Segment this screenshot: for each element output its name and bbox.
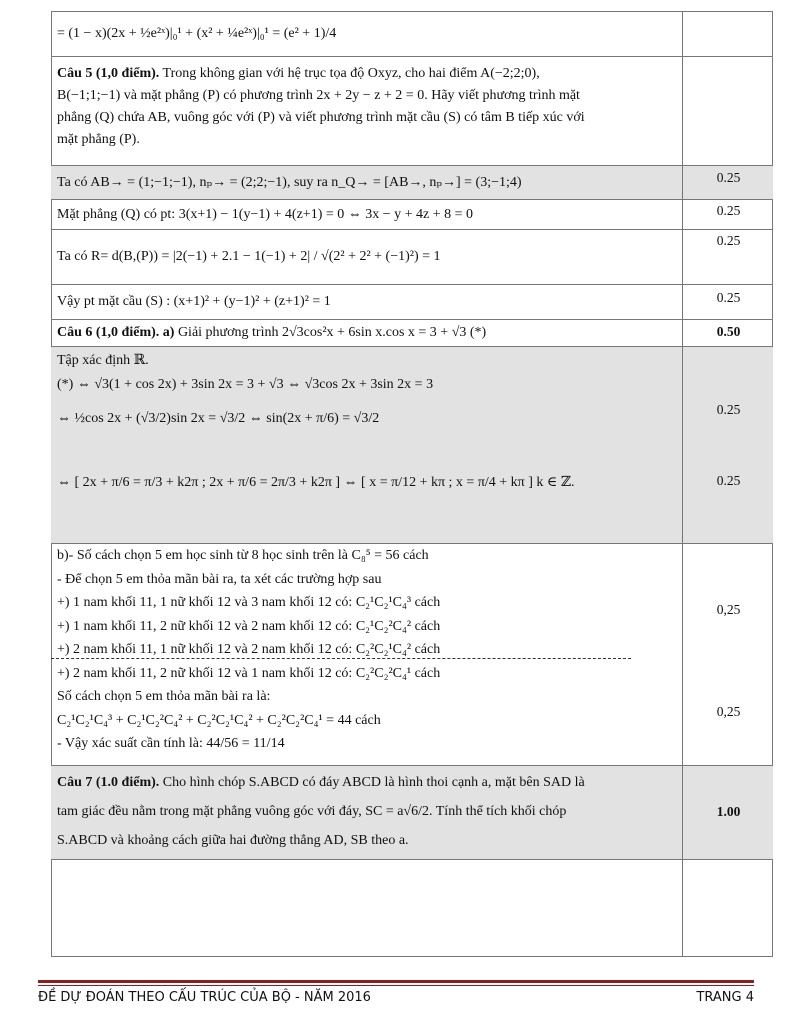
- table-row: [51, 11, 773, 57]
- table-row: [51, 285, 773, 320]
- text-line: Trong không gian với hệ trục tọa độ Oxyz, cho hai điểm A(−2;2;0),: [162, 66, 540, 81]
- text-line: +) 2 nam khối 11, 2 nữ khối 12 và 1 nam khối 12 có: C₂²C₂²C₄¹ cách: [57, 665, 441, 681]
- text-line: Cho hình chóp S.ABCD có đáy ABCD là hình thoi cạnh a, mặt bên SAD là: [162, 775, 585, 790]
- text-line: ⇔ [ 2x + π/6 = π/3 + k2π ; 2x + π/6 = 2π/3 + k2π ] ⇔ [ x = π/12 + kπ ; x = π/4 + kπ ] k ∈ ℤ.: [57, 475, 575, 490]
- table-row: [51, 166, 773, 200]
- question-heading: Câu 7 (1.0 điểm).: [57, 775, 160, 790]
- footer-rule: [38, 980, 754, 983]
- score-value: 0.25: [716, 290, 741, 305]
- question-heading: Câu 5 (1,0 điểm).: [57, 66, 160, 81]
- text-line: ⇔ ½cos 2x + (√3/2)sin 2x = √3/2 ⇔ sin(2x + π/6) = √3/2: [57, 411, 380, 426]
- table-row: [51, 200, 773, 230]
- page-number: TRANG 4: [696, 990, 754, 1005]
- text-line: - Vậy xác suất cần tính là: 44/56 = 11/14: [57, 736, 285, 751]
- score-value: 0.25: [716, 203, 741, 218]
- text-line: Giải phương trình 2√3cos²x + 6sin x.cos x = 3 + √3 (*): [177, 325, 487, 340]
- text-line: - Để chọn 5 em thỏa mãn bài ra, ta xét các trường hợp sau: [57, 571, 382, 587]
- text-line: B(−1;1;−1) và mặt phẳng (P) có phương trình 2x + 2y − z + 2 = 0. Hãy viết phương trình mặt: [57, 88, 580, 103]
- score-value: 0.25: [716, 233, 741, 248]
- score-value: 0.25: [716, 473, 741, 488]
- table-row: [51, 230, 773, 285]
- text-line: = (1 − x)(2x + ½e²ˣ)|₀¹ + (x² + ¼e²ˣ)|₀¹ = (e² + 1)/4: [57, 26, 337, 41]
- text-line: Ta có R= d(B,(P)) = |2(−1) + 2.1 − 1(−1) + 2| / √(2² + 2² + (−1)²) = 1: [57, 249, 441, 264]
- table-row: [51, 347, 773, 544]
- text-line: +) 2 nam khối 11, 1 nữ khối 12 và 2 nam khối 12 có: C₂²C₂¹C₄² cách: [57, 642, 441, 657]
- question-heading: Câu 6 (1,0 điểm). a): [57, 325, 175, 340]
- table-row: [51, 57, 773, 166]
- text-line: mặt phẳng (P).: [57, 132, 140, 147]
- text-line: +) 1 nam khối 11, 1 nữ khối 12 và 3 nam khối 12 có: C₂¹C₂¹C₄³ cách: [57, 595, 441, 610]
- text-line: +) 1 nam khối 11, 2 nữ khối 12 và 2 nam khối 12 có: C₂¹C₂²C₄² cách: [57, 618, 441, 634]
- table-row: [51, 320, 773, 347]
- text-line: S.ABCD và khoảng cách giữa hai đường thẳng AD, SB theo a.: [57, 833, 409, 848]
- table-row: [51, 544, 773, 766]
- score-value: 0,25: [716, 704, 741, 719]
- score-value: 0.50: [716, 324, 741, 339]
- table-row: [51, 860, 773, 957]
- text-line: b)- Số cách chọn 5 em học sinh từ 8 học sinh trên là C₈⁵ = 56 cách: [57, 548, 429, 563]
- text-line: Tập xác định ℝ.: [57, 353, 149, 368]
- text-line: Mặt phẳng (Q) có pt: 3(x+1) − 1(y−1) + 4(z+1) = 0 ⇔ 3x − y + 4z + 8 = 0: [57, 207, 474, 222]
- text-line: C₂¹C₂¹C₄³ + C₂¹C₂²C₄² + C₂²C₂¹C₄² + C₂²C₂²C₄¹ = 44 cách: [57, 712, 381, 728]
- text-line: tam giác đều nằm trong mặt phẳng vuông góc với đáy, SC = a√6/2. Tính thể tích khối chóp: [57, 804, 567, 819]
- footer-rule: [38, 985, 754, 986]
- text-line: Vậy pt mặt cầu (S) : (x+1)² + (y−1)² + (z+1)² = 1: [57, 294, 331, 309]
- dashed-divider: [51, 658, 631, 659]
- score-value: 0.25: [716, 170, 741, 185]
- text-line: phẳng (Q) chứa AB, vuông góc với (P) và viết phương trình mặt cầu (S) có tâm B tiếp xúc với: [57, 110, 585, 125]
- score-value: 0,25: [716, 602, 741, 617]
- score-value: 0.25: [716, 402, 741, 417]
- text-line: Số cách chọn 5 em thỏa mãn bài ra là:: [57, 689, 271, 704]
- text-line: Ta có AB→ = (1;−1;−1), nₚ→ = (2;2;−1), suy ra n_Q→ = [AB→, nₚ→] = (3;−1;4): [57, 175, 522, 190]
- score-value: 1.00: [716, 804, 741, 819]
- table-row: [51, 766, 773, 860]
- footer-title: ĐỀ DỰ ĐOÁN THEO CẤU TRÚC CỦA BỘ - NĂM 2016: [38, 990, 371, 1005]
- text-line: (*) ⇔ √3(1 + cos 2x) + 3sin 2x = 3 + √3 ⇔ √3cos 2x + 3sin 2x = 3: [57, 377, 434, 392]
